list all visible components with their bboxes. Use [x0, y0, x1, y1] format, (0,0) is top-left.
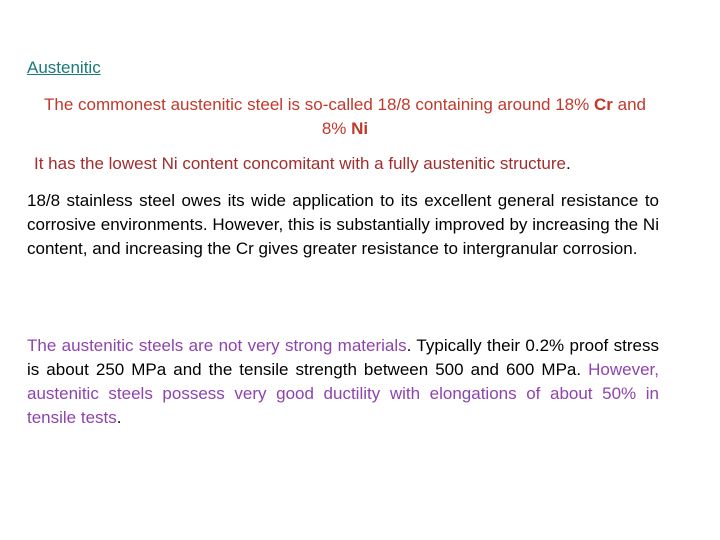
section-heading: Austenitic: [27, 58, 101, 77]
strength-purple-1: The austenitic steels are not very strong materials: [27, 336, 407, 355]
strength-black-2: .: [116, 408, 122, 427]
intro-part-1: The commonest austenitic steel is so-called 18/8 containing around 18%: [44, 95, 594, 114]
lowest-ni-statement: [34, 153, 694, 175]
intro-text: [30, 93, 660, 141]
intro-ni: Ni: [351, 119, 369, 138]
intro-cr: Cr: [593, 95, 613, 114]
lowest-ni-text: It has the lowest Ni content concomitant with a fully austenitic structure: [34, 154, 566, 173]
strength-black-1: . Typically their 0.2% proof stress is about 250 MPa and the tensile strength between 500 and 600 MPa.: [27, 336, 659, 379]
strength-paragraph: [27, 334, 659, 430]
lowest-ni-period: .: [565, 154, 571, 173]
strength-purple-2: However, austenitic steels possess very good ductility with elongations of about 50% in tensile tests: [27, 360, 659, 427]
corrosion-paragraph: 18/8 stainless steel owes its wide application to its excellent general resistance to corrosive environments. However, this is substantially improved by increasing the Ni content, and increasing the Cr gives greater resistance to intergranular corrosion.: [27, 191, 659, 258]
intro-part-2: and 8%: [321, 95, 646, 138]
